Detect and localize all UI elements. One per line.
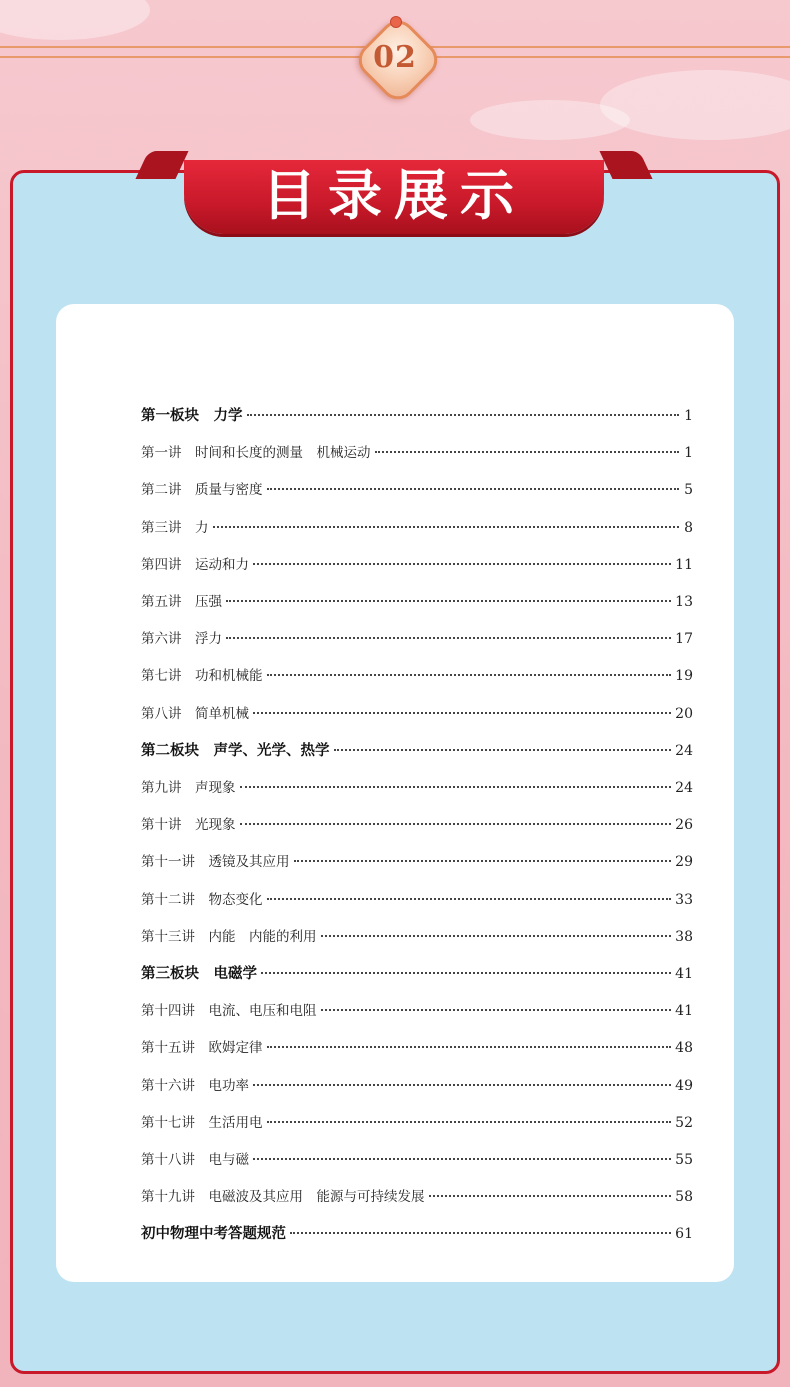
badge-number: 02 [373, 40, 417, 75]
toc-lecture-row [141, 1185, 693, 1209]
toc-entry-title: 第五讲 压强 [141, 594, 222, 610]
toc-entry-title: 初中物理中考答题规范 [141, 1226, 286, 1243]
toc-lecture-row [141, 1036, 693, 1060]
toc-lecture-row [141, 590, 693, 614]
toc-page-number: 38 [675, 928, 693, 945]
toc-lecture-row [141, 478, 693, 502]
dot-leader [267, 673, 672, 676]
toc-lecture-row [141, 627, 693, 651]
toc-entry-title: 第三讲 力 [141, 519, 209, 536]
dot-leader [267, 1120, 672, 1123]
toc-lecture-row [141, 516, 693, 540]
toc-entry-title: 第十九讲 电磁波及其应用 能源与可持续发展 [141, 1189, 425, 1206]
toc-entry-title: 第十七讲 生活用电 [141, 1114, 263, 1131]
toc-page-number: 52 [675, 1114, 693, 1131]
toc-page-number: 24 [675, 780, 693, 796]
toc-entry-title: 第一板块 力学 [141, 408, 243, 424]
dot-leader [226, 636, 671, 639]
toc-lecture-row [141, 850, 693, 874]
toc-page-number: 11 [675, 556, 693, 573]
toc-entry-title: 第十八讲 电与磁 [141, 1152, 249, 1168]
toc-lecture-row [141, 813, 693, 837]
section-number-badge [352, 14, 438, 100]
toc-page-number: 29 [675, 854, 693, 871]
toc-page-number: 1 [684, 445, 693, 462]
toc-lecture-row [141, 441, 693, 465]
toc-lecture-row [141, 1111, 693, 1135]
toc-page-number: 41 [675, 966, 693, 982]
dot-leader [253, 1157, 671, 1160]
dot-leader [267, 1045, 672, 1048]
toc-lecture-row [141, 1148, 693, 1172]
dot-leader [375, 450, 680, 453]
toc-entry-title: 第八讲 简单机械 [141, 705, 249, 722]
toc-entry-title: 第十讲 光现象 [141, 817, 236, 834]
toc-entry-title: 第七讲 功和机械能 [141, 668, 263, 685]
badge-dot-icon [390, 16, 402, 28]
toc-lecture-row [141, 664, 693, 688]
toc-entry-title: 第二讲 质量与密度 [141, 482, 263, 499]
cloud-decoration [470, 100, 630, 140]
toc-entry-title: 第三板块 电磁学 [141, 966, 257, 982]
toc-page-number: 5 [684, 482, 693, 499]
dot-leader [290, 1231, 671, 1234]
toc-lecture-row [141, 999, 693, 1023]
toc-entry-title: 第十五讲 欧姆定律 [141, 1040, 263, 1057]
dot-leader [253, 1083, 671, 1086]
toc-lecture-row [141, 776, 693, 800]
toc-entry-title: 第二板块 声学、光学、热学 [141, 742, 330, 759]
dot-leader [334, 748, 672, 751]
dot-leader [294, 859, 672, 862]
toc-page-number: 26 [675, 817, 693, 834]
toc-lecture-row [141, 553, 693, 577]
toc-section-row [141, 1222, 693, 1246]
toc-entry-title: 第四讲 运动和力 [141, 556, 249, 573]
dot-leader [247, 413, 680, 416]
dot-leader [321, 1008, 672, 1011]
toc-entry-title: 第十六讲 电功率 [141, 1077, 249, 1094]
toc-section-row [141, 962, 693, 986]
toc-page-number: 33 [675, 891, 693, 908]
toc-page-number: 20 [675, 705, 693, 722]
toc-entry-title: 第十四讲 电流、电压和电阻 [141, 1003, 317, 1020]
toc-lecture-row [141, 702, 693, 726]
toc-entry-title: 第一讲 时间和长度的测量 机械运动 [141, 445, 371, 462]
toc-lecture-row [141, 888, 693, 912]
dot-leader [261, 971, 671, 974]
toc-entry-title: 第十一讲 透镜及其应用 [141, 854, 290, 871]
toc-page-number: 58 [675, 1189, 693, 1206]
cloud-decoration [0, 0, 150, 40]
toc-page-number: 48 [675, 1040, 693, 1057]
dot-leader [429, 1194, 672, 1197]
toc-page-number: 61 [675, 1226, 693, 1243]
cloud-decoration [600, 70, 790, 140]
toc-lecture-row [141, 1074, 693, 1098]
toc-entry-title: 第十二讲 物态变化 [141, 891, 263, 908]
dot-leader [213, 525, 680, 528]
toc-entry-title: 第九讲 声现象 [141, 780, 236, 796]
toc-page-number: 8 [684, 519, 693, 536]
toc-section-row [141, 739, 693, 763]
toc-page-number: 49 [675, 1077, 693, 1094]
toc-page-number: 17 [675, 631, 693, 648]
dot-leader [321, 934, 672, 937]
page-title: 目录展示 [262, 164, 526, 227]
toc-lecture-row [141, 925, 693, 949]
toc-page-number: 19 [675, 668, 693, 685]
dot-leader [240, 822, 672, 825]
toc-page-number: 41 [675, 1003, 693, 1020]
toc-page-number: 55 [675, 1152, 693, 1168]
toc-page-number: 24 [675, 742, 693, 759]
toc-section-row [141, 404, 693, 428]
dot-leader [240, 785, 672, 788]
dot-leader [267, 487, 680, 490]
toc-page-number: 13 [675, 594, 693, 610]
toc-page-number: 1 [684, 408, 693, 424]
dot-leader [253, 711, 671, 714]
dot-leader [267, 897, 672, 900]
toc-entry-title: 第十三讲 内能 内能的利用 [141, 928, 317, 945]
dot-leader [226, 599, 671, 602]
dot-leader [253, 562, 671, 565]
toc-entry-title: 第六讲 浮力 [141, 631, 222, 648]
